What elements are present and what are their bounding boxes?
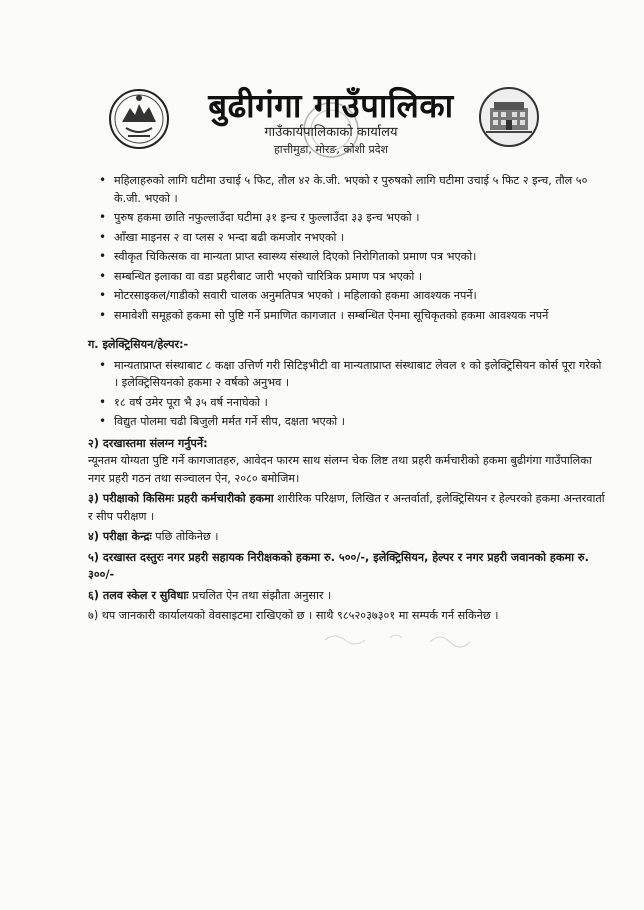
faint-smudge-marks [320, 620, 490, 660]
electrician-section-heading: ग. इलेक्ट्रिसियन/हेल्पर:- [88, 338, 189, 351]
municipality-title: बुढीगंगा गाउँपालिका [208, 86, 454, 125]
salary-scale [88, 587, 608, 605]
office-subtitle: गाउँकार्यपालिकाको कार्यालय [264, 125, 398, 140]
list-item: • स्वीकृत चिकित्सक वा मान्यता प्राप्त स्वास्थ्य संस्थाले दिएको निरोगिताको प्रमाण पत्र भएको। [114, 248, 608, 266]
list-item: • समावेशी समूहको हकमा सो पुष्टि गर्ने प्रमाणित कागजात । सम्बन्धित ऐनमा सूचिकृतको हकमा आवश्यक नपर्ने [114, 307, 608, 325]
list-item: • पुरुष हकमा छाति नफुल्लाउँदा घटीमा ३१ इन्च र फुल्लाउँदा ३३ इन्च भएको । [114, 209, 608, 227]
electrician-requirements-list [88, 357, 608, 431]
list-item: • सम्बन्धित इलाका वा वडा प्रहरीबाट जारी भएको चारित्रिक प्रमाण पत्र भएको । [114, 268, 608, 286]
municipality-building-icon [478, 86, 540, 148]
exam-type [88, 490, 608, 525]
nepal-emblem-icon [108, 88, 170, 150]
application-fee [88, 549, 608, 584]
list-item: • मोटरसाइकल/गाडीको सवारी चालक अनुमतिपत्र भएको । महिलाको हकमा आवश्यक नपर्ने। [114, 287, 608, 305]
para-label: ५) दरखास्त दस्तुरः नगर प्रहरी सहायक निरीक्षकको हकमा रु. ५००/-, इलेक्ट्रिसियन, हेल्पर र नगर प्रहरी जवानको हकमा रु. ३००/- [88, 550, 589, 581]
para-label: ४) परीक्षा केन्द्रः [88, 530, 152, 543]
list-item: • महिलाहरुको लागि घटीमा उचाई ५ फिट, तौल ४२ के.जी. भएको र पुरुषको लागि घटीमा उचाई ५ फिट २ इन्च, तौल ५० के.जी. भएको । [114, 172, 608, 207]
list-item: • मान्यताप्राप्त संस्थाबाट ८ कक्षा उत्तिर्ण गरी सिटिइभीटी वा मान्यताप्राप्त संस्थाबाट लेवल १ को इलेक्ट्रिसियन कोर्स पूरा गरेको । इलेक्ट्रिसियनको हकमा २ वर्षको अनुभव । [114, 357, 608, 392]
para-text: प्रचलित ऐन तथा संझौता अनुसार । [188, 588, 332, 602]
list-item: • १८ वर्ष उमेर पूरा भै ३५ वर्ष ननाघेको । [114, 394, 608, 412]
para-text: न्यूनतम योग्यता पुष्टि गर्ने कागजातहरु, आवेदन फारम साथ संलग्न चेक लिष्ट तथा प्रहरी कर्मचारीको हकमा बुढीगंगा गाउँपालिका नगर प्रहरी गठन तथा सञ्चालन ऐन, २०८० बमोजिम। [88, 454, 592, 485]
physical-requirements-list [88, 172, 608, 324]
office-address: हात्तीमुडा, मोरङ, कोशी प्रदेश [273, 143, 389, 156]
contact-info: ७) थप जानकारी कार्यालयको वेवसाइटमा राखिएको छ । साथै ९८५२०३७३०१ मा सम्पर्क गर्न सकिनेछ । [88, 609, 499, 622]
list-item: • आँखा माइनस २ वा प्लस २ भन्दा बढी कमजोर नभएको । [114, 229, 608, 247]
para-label: ६) तलव स्केल र सुविधाः [88, 588, 189, 602]
para-label: ३) परीक्षाको किसिमः प्रहरी कर्मचारीको हकमा [88, 492, 274, 505]
exam-center [88, 528, 608, 546]
para-label: २) दरखास्तमा संलग्न गर्नुपर्ने: [88, 436, 208, 450]
notice-body [88, 172, 608, 628]
para-text: पछि तोकिनेछ । [151, 530, 219, 543]
para-text: शारीरिक परिक्षण, लिखित र अन्तर्वार्ता, इलेक्ट्रिसियन र हेल्परको हकमा अन्तरवार्ता र सीप परीक्षण । [88, 492, 605, 523]
list-item: • विद्युत पोलमा चढी बिजुली मर्मत गर्ने सीप, दक्षता भएको । [114, 413, 608, 431]
documents-to-attach [88, 435, 608, 488]
